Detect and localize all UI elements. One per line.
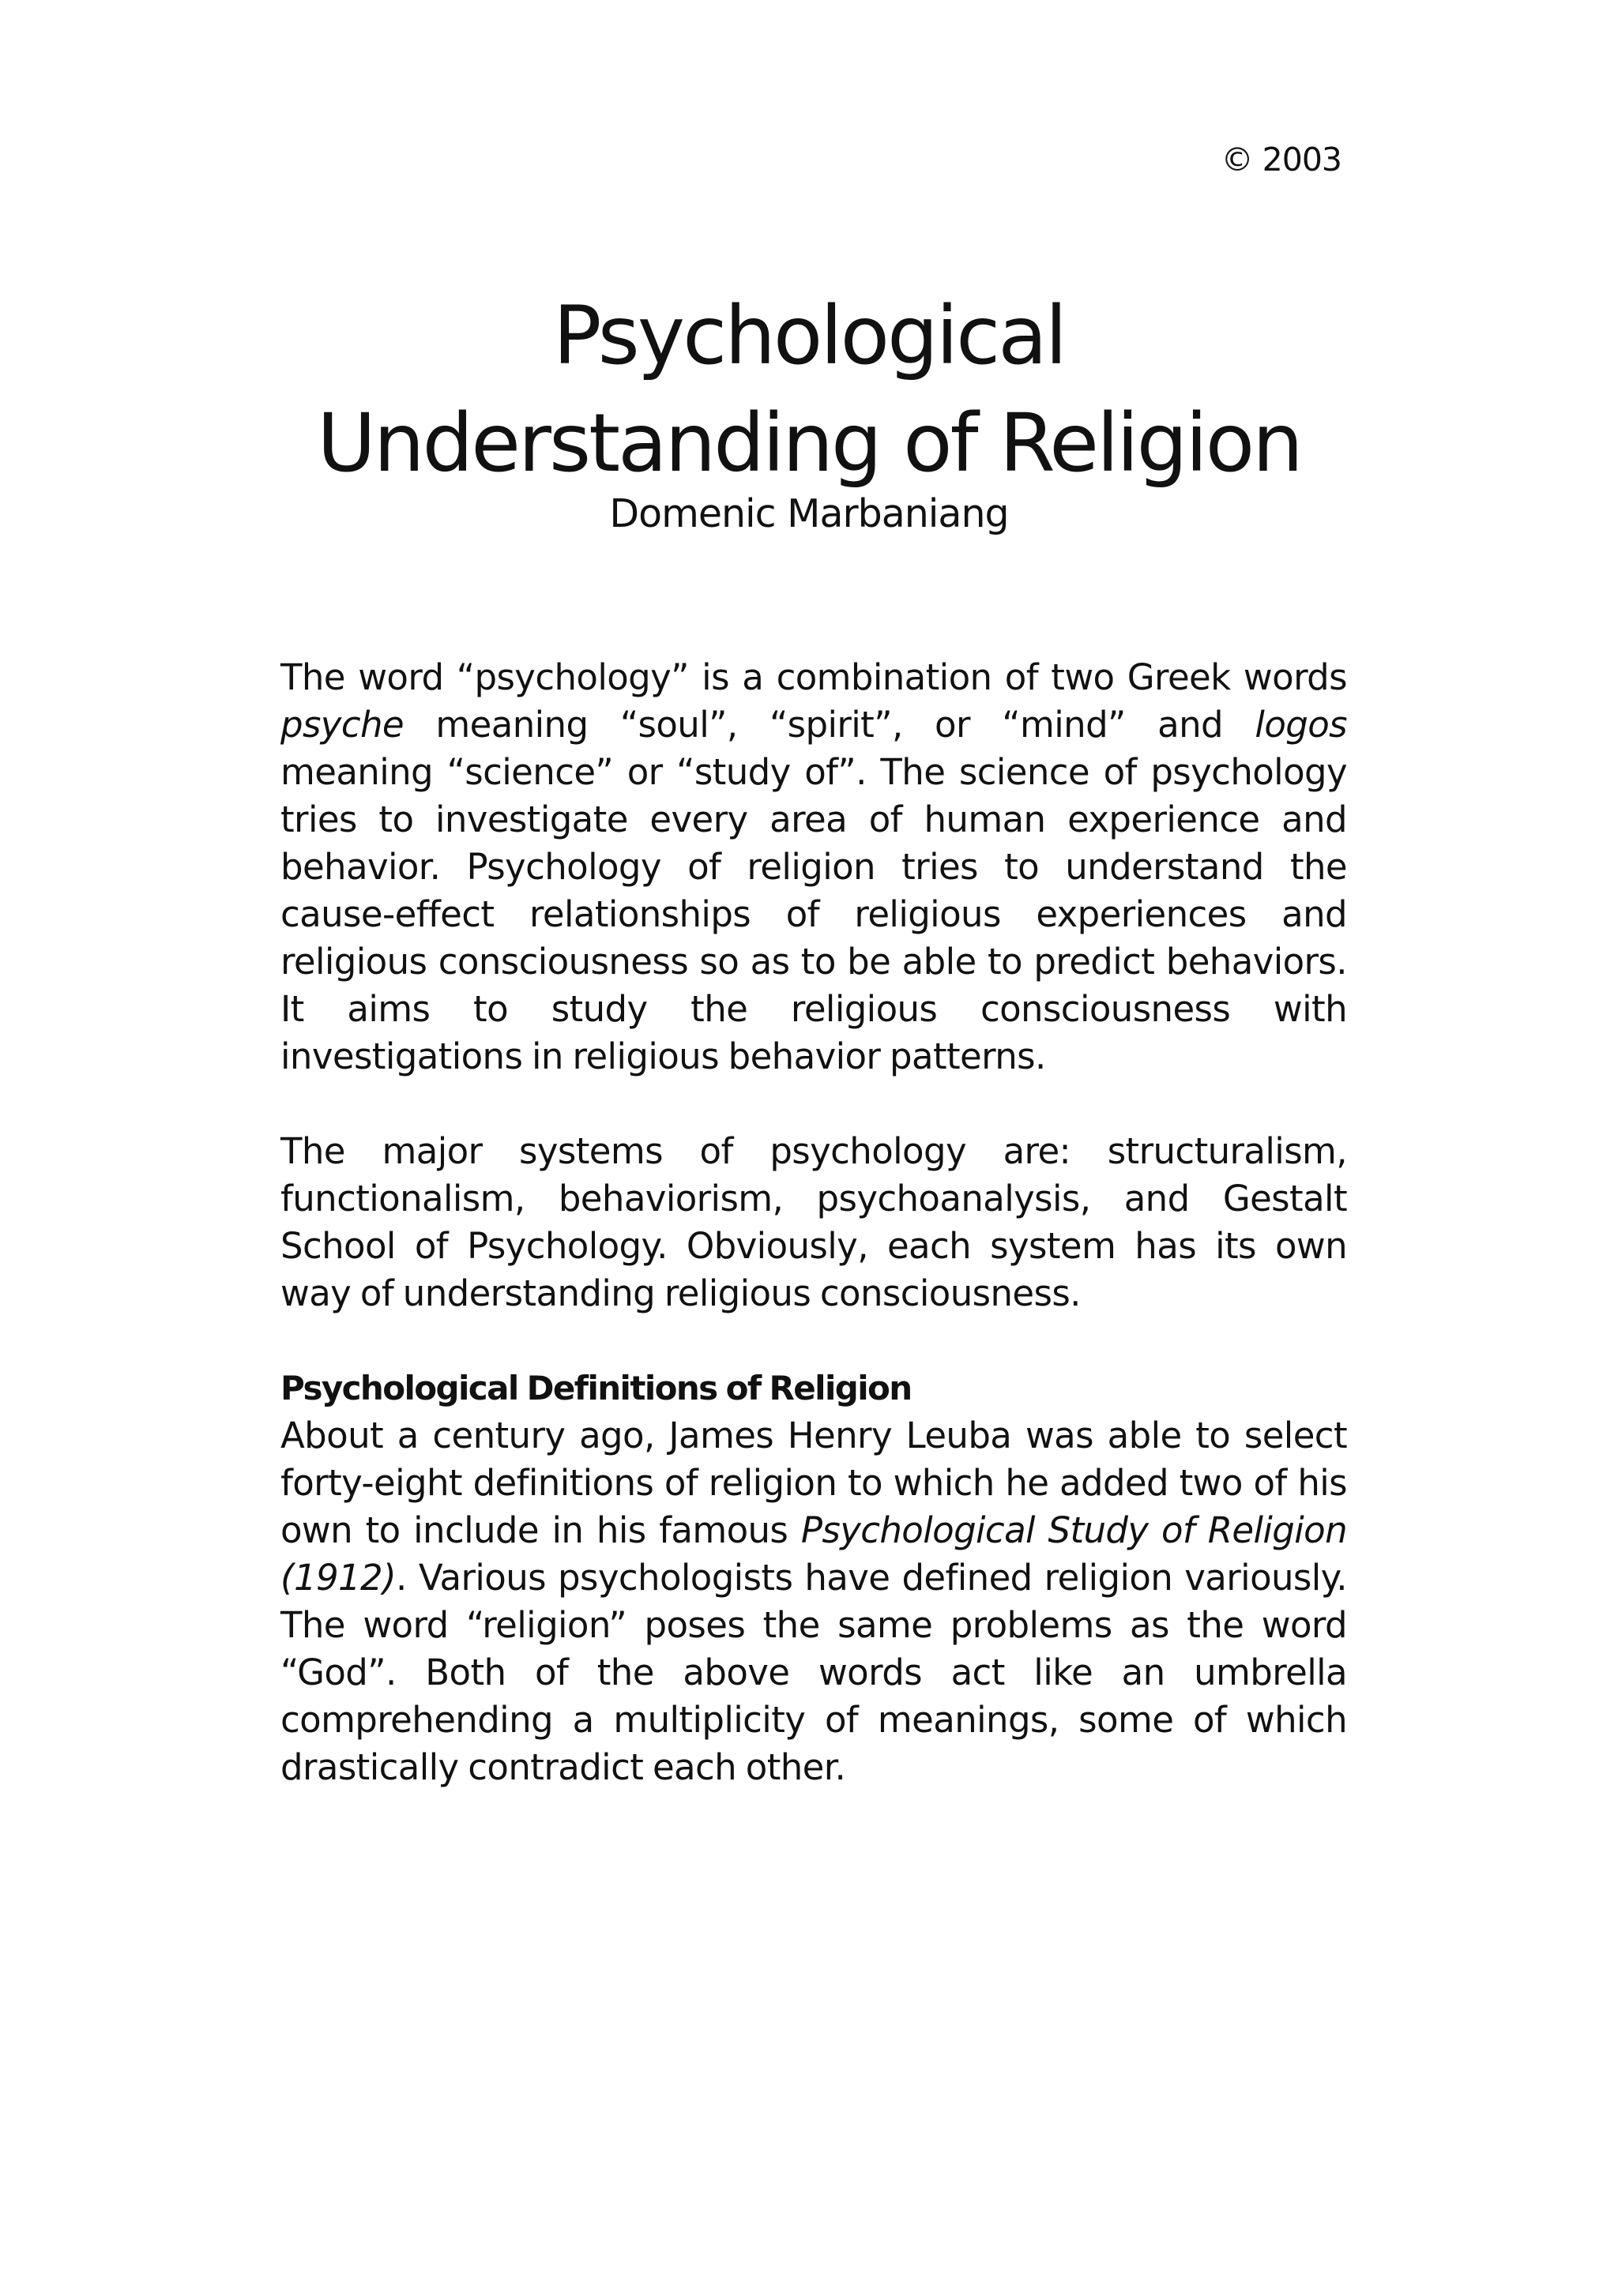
paragraph-intro-text-1: The word “psychology” is a combination of two Greek words <box>280 656 1347 698</box>
paragraph-intro <box>280 654 1347 1080</box>
page-title <box>0 283 1618 498</box>
paragraph-intro-text-3: meaning “science” or “study of”. The science of psychology tries to investigate every area of human experience and behavior. Psychology of religion tries to understand the cause-effect relationships of religious experiences and religious consciousness so as to be able to predict behaviors. It aims to study the religious consciousness with investigations in religious behavior patterns. <box>280 751 1347 1077</box>
term-psyche: psyche <box>280 704 404 746</box>
paragraph-systems: The major systems of psychology are: structuralism, functionalism, behaviorism, psychoanalysis, and Gestalt School of Psychology. Obviously, each system has its own way of understanding religious consciousness. <box>280 1130 1347 1314</box>
title-line-1: Psychological <box>552 289 1066 383</box>
paragraph-intro-text-2: meaning “soul”, “spirit”, or “mind” and <box>404 704 1255 746</box>
term-logos: logos <box>1255 704 1347 746</box>
book-title: Psychological Study of Religion (1912) <box>280 1509 1347 1599</box>
section-heading: Psychological Definitions of Religion <box>280 1369 912 1407</box>
copyright-notice: © 2003 <box>1221 141 1341 178</box>
paragraph-definitions-text-1: About a century ago, James Henry Leuba was able to select forty-eight definitions of religion to which he added two of his own to include in his famous <box>280 1415 1347 1551</box>
author-name: Domenic Marbaniang <box>609 491 1009 536</box>
paragraph-definitions-text-2: . Various psychologists have defined religion variously. The word “religion” poses the same problems as the word “God”. Both of the above words act like an umbrella comprehending a multiplicity of meanings, some of which drastically contradict each other. <box>280 1557 1347 1788</box>
title-line-2: Understanding of Religion <box>317 396 1301 490</box>
paragraph-definitions <box>280 1412 1347 1791</box>
body-text <box>280 654 1347 1839</box>
